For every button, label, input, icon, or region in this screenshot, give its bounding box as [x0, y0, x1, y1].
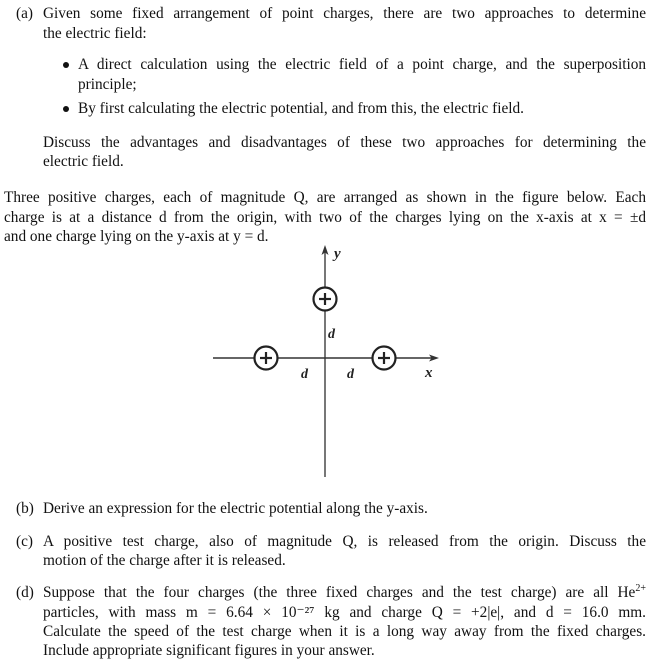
- part-d-line4: Include appropriate significant figures in your answer.: [43, 642, 375, 659]
- bullet-1-line1: A direct calculation using the electric field of a point charge, and the superposition: [78, 56, 646, 73]
- charge-left: [255, 347, 278, 370]
- part-a-label: (a): [16, 5, 33, 22]
- distance-label-x-right: d: [347, 367, 354, 382]
- distance-label-y: d: [328, 327, 335, 342]
- part-a-discuss-line2: electric field.: [43, 153, 124, 170]
- part-d-line3: Calculate the speed of the test charge when it is a long way away from the fixed charges.: [43, 623, 646, 640]
- charge-top: [314, 288, 337, 311]
- part-c-line2: motion of the charge after it is released.: [43, 552, 286, 569]
- part-b-label: (b): [16, 500, 34, 517]
- charge-right: [373, 347, 396, 370]
- bullet-2-line1: By first calculating the electric potential, and from this, the electric field.: [78, 100, 524, 117]
- part-d-label: (d): [16, 584, 34, 601]
- setup-line1: Three positive charges, each of magnitude Q, are arranged as shown in the figure below. Each: [4, 189, 646, 206]
- part-d-line1-text: Suppose that the four charges (the three fixed charges and the test charge) are all He: [43, 584, 636, 601]
- part-d-line2: particles, with mass m = 6.64 × 10⁻²⁷ kg and charge Q = +2|e|, and d = 16.0 mm.: [43, 604, 646, 621]
- bullet-icon: [63, 106, 69, 112]
- setup-line3: and one charge lying on the y-axis at y = d.: [4, 228, 269, 245]
- part-a-intro-line1: Given some fixed arrangement of point charges, there are two approaches to determine: [43, 5, 646, 22]
- part-d-line1: [43, 583, 646, 603]
- part-a-discuss-line1: Discuss the advantages and disadvantages of these two approaches for determining the: [43, 134, 646, 151]
- part-c-label: (c): [16, 533, 33, 550]
- bullet-1-line2: principle;: [78, 76, 137, 93]
- part-a-intro-line2: the electric field:: [43, 25, 147, 42]
- charge-diagram: [200, 240, 450, 480]
- bullet-icon: [63, 62, 69, 68]
- distance-label-x-left: d: [301, 367, 308, 382]
- part-c-line1: A positive test charge, also of magnitude Q, is released from the origin. Discuss the: [43, 533, 646, 550]
- x-axis-label: x: [425, 365, 433, 381]
- y-axis-label: y: [334, 246, 341, 262]
- part-d-superscript: 2+: [635, 582, 646, 594]
- setup-line2: charge is at a distance d from the origin, with two of the charges lying on the x-axis at x = ±d: [4, 209, 646, 226]
- part-b-text: Derive an expression for the electric potential along the y-axis.: [43, 500, 428, 517]
